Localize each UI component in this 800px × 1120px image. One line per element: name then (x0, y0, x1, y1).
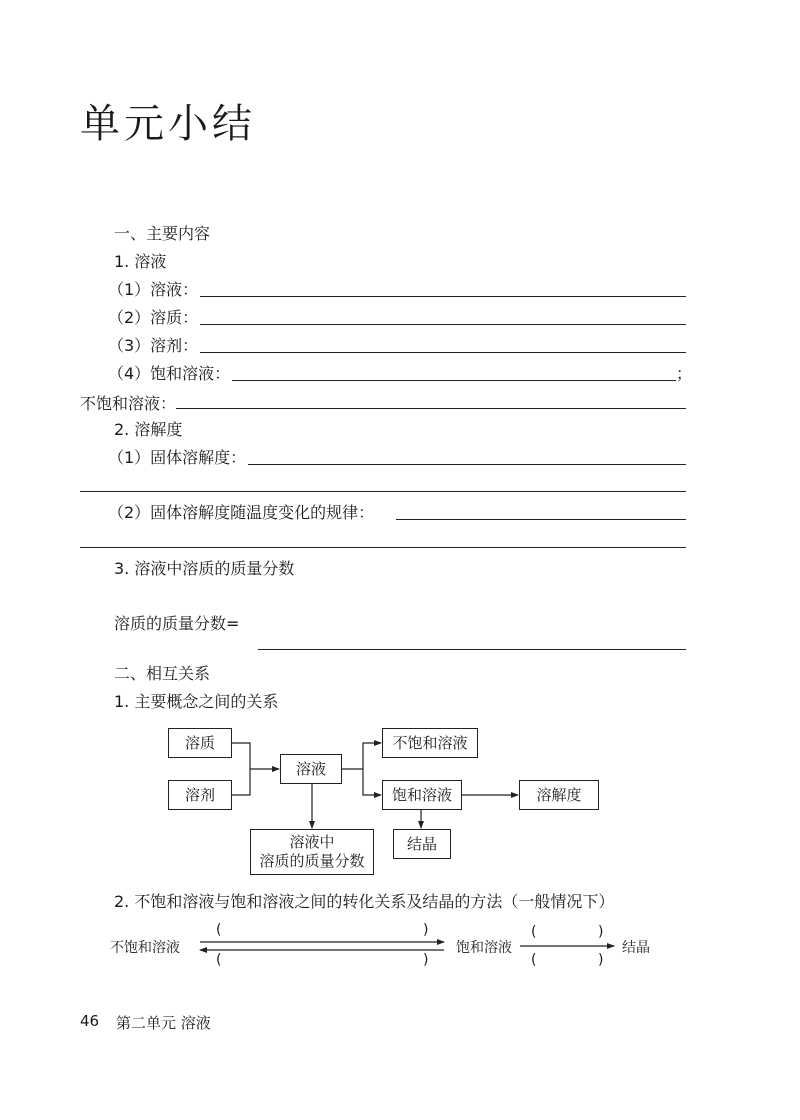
section-heading-relations: 二、相互关系 (114, 664, 211, 683)
item-heading-solubility: 2. 溶解度 (114, 420, 183, 439)
solid-solubility-label: （1）固体溶解度： (108, 448, 247, 467)
page-number: 46 (80, 1012, 100, 1030)
item-heading-mass-fraction: 3. 溶液中溶质的质量分数 (114, 559, 295, 578)
paren-open-crystal-top: ( (531, 924, 537, 940)
page-title: 单元小结 (80, 101, 256, 147)
conversion-crystallize-label: 结晶 (622, 940, 650, 956)
semicolon: ； (676, 364, 693, 383)
section-heading-main-content: 一、主要内容 (114, 224, 211, 243)
paren-open-bottom: ( (216, 952, 222, 968)
conversion-saturated-label: 饱和溶液 (456, 940, 512, 956)
box-solvent: 溶剂 (168, 780, 232, 810)
conversion-unsaturated-label: 不饱和溶液 (110, 940, 180, 956)
solute-label: （2）溶质： (108, 308, 199, 327)
solubility-temperature-label: （2）固体溶解度随温度变化的规律： (108, 503, 375, 522)
box-solution: 溶液 (280, 754, 342, 784)
solvent-label: （3）溶剂： (108, 336, 199, 355)
box-solubility: 溶解度 (519, 780, 599, 810)
box-saturated-solution: 饱和溶液 (382, 780, 462, 810)
item-heading-concept-relations: 1. 主要概念之间的关系 (114, 692, 279, 711)
paren-close-crystal-bottom: ) (598, 952, 604, 968)
solution-label: （1）溶液： (108, 280, 199, 299)
paren-close-top: ) (423, 922, 429, 938)
paren-open-top: ( (216, 922, 222, 938)
box-unsaturated-solution: 不饱和溶液 (382, 728, 478, 758)
paren-open-crystal-bottom: ( (531, 952, 537, 968)
chapter-title: 第二单元 溶液 (116, 1014, 211, 1032)
unsaturated-solution-label: 不饱和溶液： (80, 394, 177, 413)
box-mass-fraction-line2: 溶质的质量分数 (259, 852, 365, 870)
box-mass-fraction-line1: 溶液中 (289, 833, 335, 851)
mass-fraction-label: 溶质的质量分数= (114, 614, 240, 633)
box-solute: 溶质 (168, 728, 232, 758)
saturated-solution-label: （4）饱和溶液： (108, 364, 231, 383)
item-heading-conversion: 2. 不饱和溶液与饱和溶液之间的转化关系及结晶的方法（一般情况下） (114, 892, 615, 911)
item-heading-solution: 1. 溶液 (114, 252, 167, 271)
paren-close-bottom: ) (423, 952, 429, 968)
paren-close-crystal-top: ) (598, 924, 604, 940)
box-crystallize: 结晶 (393, 829, 451, 859)
